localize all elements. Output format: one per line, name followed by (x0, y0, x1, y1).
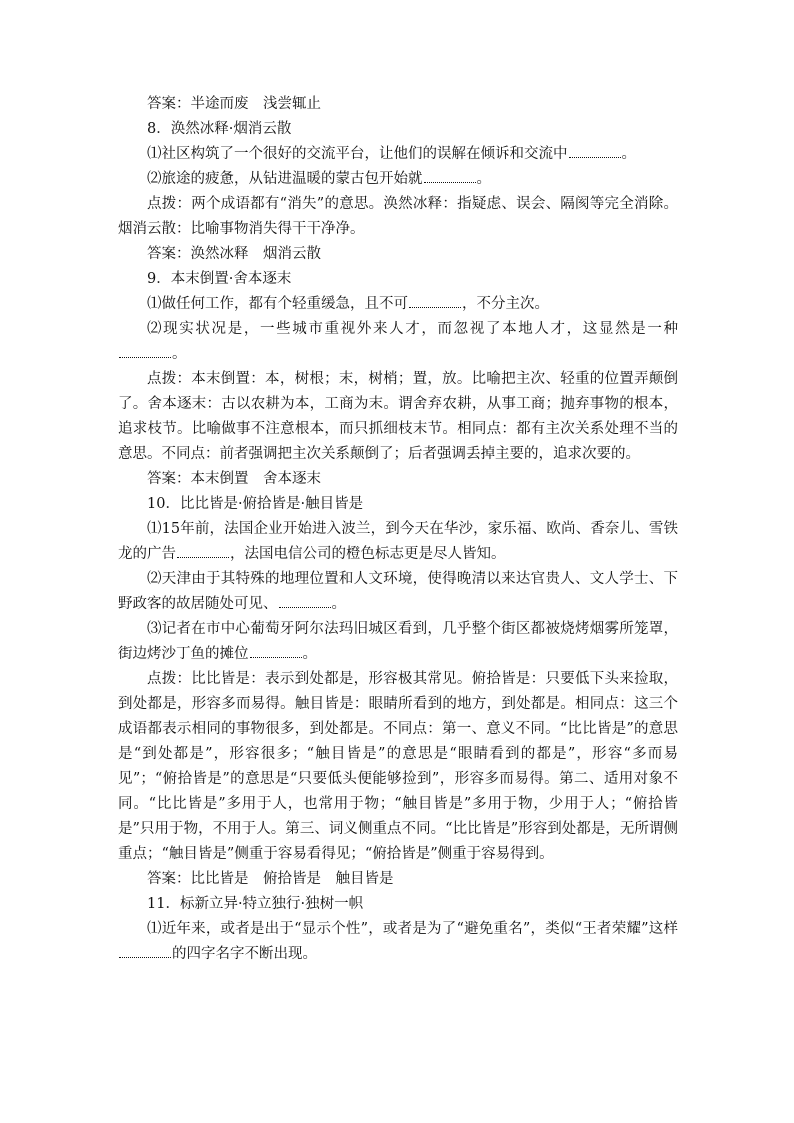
answer-7: 答案：半途而废 浅尝辄止 (147, 96, 321, 112)
note-10: 点拨：比比皆是：表示到处都是，形容极其常见。俯拾皆是：只要低下头来捡取，到处都是，形容多而易得。触目皆是：眼睛所看到的地方，到处都是。相同点：这三个成语都表示相同的事物很多，到处都是。不同点：第一、意义不同。“比比皆是”的意思是“到处都是”，形容很多；“触目皆是”的意思是“眼睛看到的都是”，形容“多而易见”；“俯拾皆是”的意思是“只要低头便能够捡到”，形容多而易得。第二、适用对象不同。“比比皆是”多用于人，也常用于物；“触目皆是”多用于物，少用于人；“俯拾皆是”只用于物，不用于人。第三、词义侧重点不同。“比比皆是”形容到处都是，无所谓侧重点；“触目皆是”侧重于容易看得见；“俯拾皆是”侧重于容易得到。 (118, 671, 678, 862)
document-page (118, 92, 678, 967)
question-10-item-3: ⑶记者在市中心葡萄牙阿尔法玛旧城区看到，几乎整个街区都被烧烤烟雾所笼罩，街边烤沙丁鱼的摊位 。 (118, 621, 678, 662)
note-9: 点拨：本末倒置：本，树根；末，树梢；置，放。比喻把主次、轻重的位置弄颠倒了。舍本逐末：古以农耕为本，工商为末。谓舍弃农耕，从事工商；抛弃事物的根本，追求枝节。比喻做事不注意根本，而只抓细枝末节。相同点：都有主次关系处理不当的意思。不同点：前者强调把主次关系颠倒了；后者强调丢掉主要的，追求次要的。 (118, 371, 678, 462)
fill-blank (409, 293, 461, 308)
answer-9: 答案：本末倒置 舍本逐末 (147, 471, 321, 487)
fill-blank (250, 643, 302, 658)
question-9-item-1: ⑴做任何工作，都有个轻重缓急，且不可 ，不分主次。 (118, 292, 678, 317)
question-9-item-2: ⑵现实状况是，一些城市重视外来人才，而忽视了本地人才，这显然是一种。 (118, 317, 678, 367)
question-8-item-2: ⑵旅途的疲惫，从钻进温暖的蒙古包开始就 。 (118, 167, 678, 192)
question-9-heading: 9．本末倒置·舍本逐末 (147, 271, 292, 287)
note-8: 点拨：两个成语都有“消失”的意思。涣然冰释：指疑虑、误会、隔阂等完全消除。烟消云散：比喻事物消失得干干净净。 (118, 196, 678, 237)
question-10-heading: 10．比比皆是·俯拾皆是·触目皆是 (147, 496, 364, 512)
question-10-item-1: ⑴15年前，法国企业开始进入波兰，到今天在华沙，家乐福、欧尚、香奈儿、雪铁龙的广告 ，法国电信公司的橙色标志更是尽人皆知。 (118, 521, 678, 562)
fill-blank (177, 543, 229, 558)
fill-blank (279, 593, 331, 608)
answer-10: 答案：比比皆是 俯拾皆是 触目皆是 (147, 871, 394, 887)
question-8-heading: 8．涣然冰释·烟消云散 (147, 121, 292, 137)
question-10-item-2: ⑵天津由于其特殊的地理位置和人文环境，使得晚清以来达官贵人、文人学士、下野政客的故居随处可见、 。 (118, 571, 678, 612)
fill-blank (119, 343, 171, 358)
question-11-heading: 11．标新立异·特立独行·独树一帜 (147, 896, 364, 912)
fill-blank (119, 943, 171, 958)
fill-blank (424, 168, 476, 183)
fill-blank (569, 143, 621, 158)
question-8-item-1: ⑴社区构筑了一个很好的交流平台，让他们的误解在倾诉和交流中 。 (118, 142, 678, 167)
answer-8: 答案：涣然冰释 烟消云散 (147, 246, 321, 262)
question-11-item-1: ⑴近年来，或者是出于“显示个性”，或者是为了“避免重名”，类似“王者荣耀”这样的四字名字不断出现。 (118, 917, 678, 967)
